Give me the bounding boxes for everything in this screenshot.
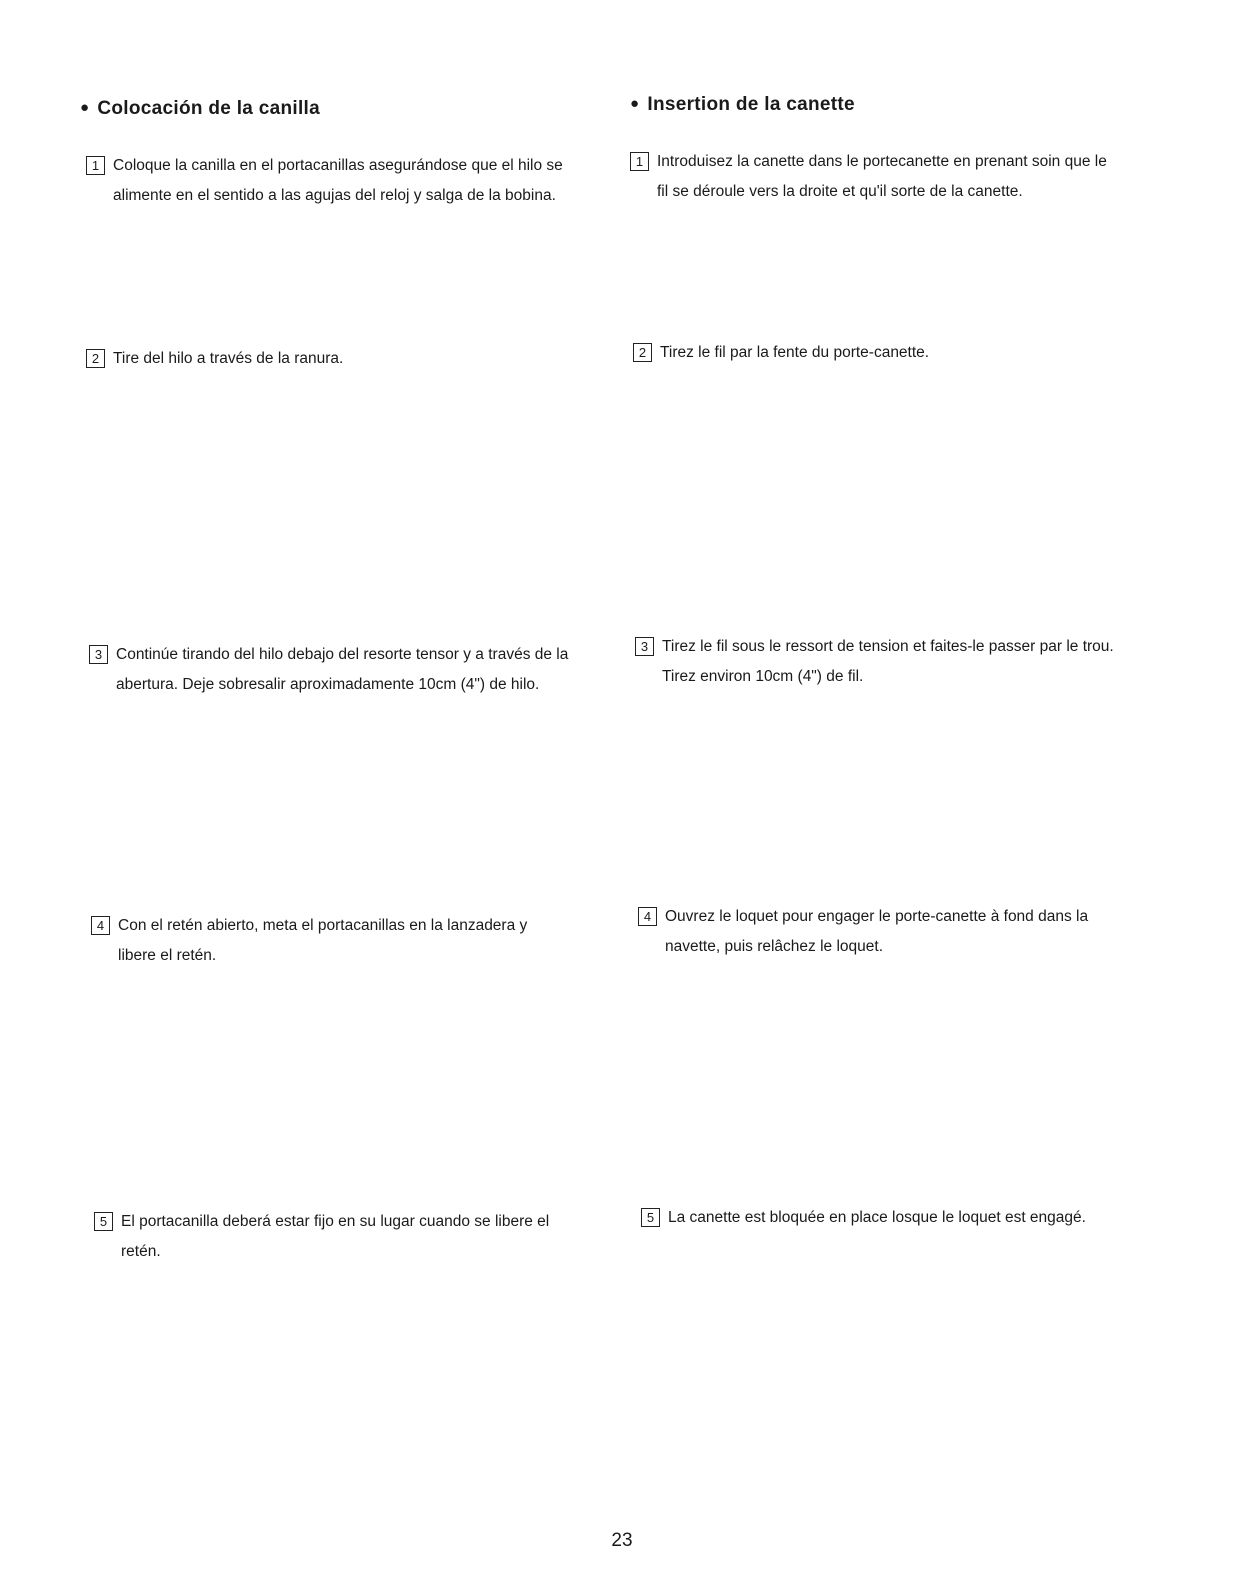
french-step-4	[638, 902, 1108, 962]
step-text: Tire del hilo a través de la ranura.	[113, 350, 344, 367]
step-number-box: 5	[641, 1208, 660, 1227]
step-number-box: 3	[635, 637, 654, 656]
step-text: Tirez le fil sous le ressort de tension et faites-le passer par le trou. Tirez environ 10cm (4") de fil.	[662, 638, 1114, 685]
french-step-3	[635, 632, 1115, 692]
step-text: La canette est bloquée en place losque le loquet est engagé.	[668, 1209, 1086, 1226]
spanish-step-3	[89, 640, 579, 700]
step-text: Tirez le fil par la fente du porte-canette.	[660, 344, 930, 361]
step-number-box: 2	[633, 343, 652, 362]
step-text: El portacanilla deberá estar fijo en su lugar cuando se libere el retén.	[121, 1213, 550, 1260]
spanish-step-1	[86, 151, 586, 211]
french-step-1	[630, 147, 1110, 207]
step-text: Introduisez la canette dans le portecanette en prenant soin que le fil se déroule vers la droite et qu'il sorte de la canette.	[657, 153, 1107, 200]
spanish-step-4	[91, 911, 531, 971]
step-number-box: 1	[630, 152, 649, 171]
spanish-heading-text: Colocación de la canilla	[97, 98, 320, 119]
step-number-box: 4	[638, 907, 657, 926]
step-number-box: 2	[86, 349, 105, 368]
step-text: Coloque la canilla en el portacanillas asegurándose que el hilo se alimente en el sentido a las agujas del reloj y salga de la bobina.	[113, 157, 563, 204]
french-heading-text: Insertion de la canette	[647, 94, 855, 115]
step-text: Continúe tirando del hilo debajo del resorte tensor y a través de la abertura. Deje sobresalir aproximadamente 10cm (4") de hilo.	[116, 646, 569, 693]
bullet-icon: ●	[630, 95, 640, 112]
french-step-2	[633, 338, 1133, 368]
step-number-box: 5	[94, 1212, 113, 1231]
french-step-5	[641, 1203, 1111, 1233]
step-number-box: 4	[91, 916, 110, 935]
step-text: Con el retén abierto, meta el portacanillas en la lanzadera y libere el retén.	[118, 917, 528, 964]
step-text: Ouvrez le loquet pour engager le porte-canette à fond dans la navette, puis relâchez le loquet.	[665, 908, 1089, 955]
bullet-icon: ●	[80, 99, 90, 116]
step-number-box: 1	[86, 156, 105, 175]
spanish-step-5	[94, 1207, 574, 1267]
spanish-step-2	[86, 344, 586, 374]
french-heading	[630, 94, 855, 116]
step-number-box: 3	[89, 645, 108, 664]
page-number: 23	[611, 1530, 633, 1551]
spanish-heading	[80, 98, 320, 120]
